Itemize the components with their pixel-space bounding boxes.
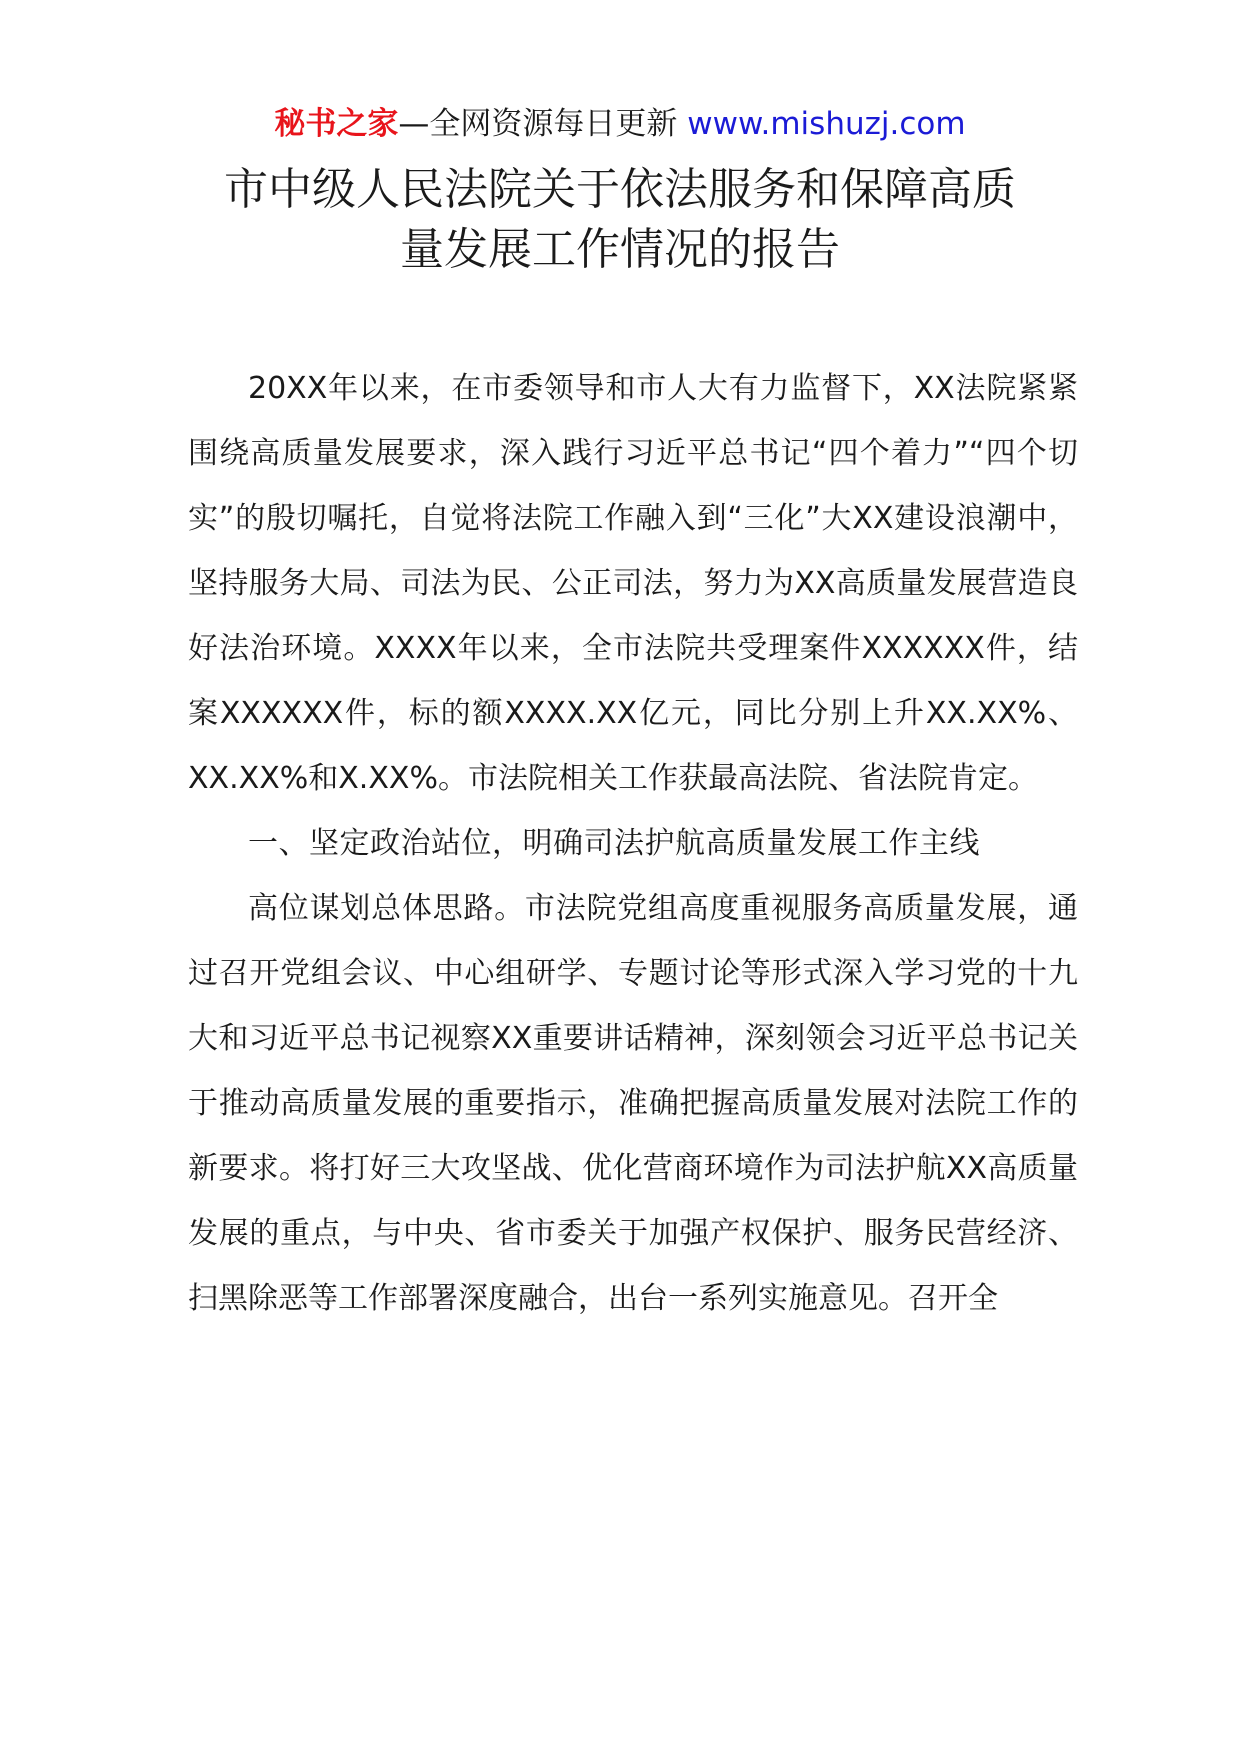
site-url-link[interactable]: www.mishuzj.com (687, 106, 966, 142)
site-tagline: —全网资源每日更新 (398, 106, 678, 142)
section-heading-1: 一、坚定政治站位，明确司法护航高质量发展工作主线 (248, 826, 980, 861)
document-body (188, 356, 1078, 1331)
document-title (150, 160, 1090, 280)
site-header (0, 100, 1240, 148)
intro-paragraph: 20XX年以来，在市委领导和市人大有力监督下，XX法院紧紧围绕高质量发展要求，深入践行习近平总书记“四个着力”“四个切实”的殷切嘱托，自觉将法院工作融入到“三化”大XX建设浪潮中，坚持服务大局、司法为民、公正司法，努力为XX高质量发展营造良好法治环境。XXXX年以来，全市法院共受理案件XXXXXX件，结案XXXXXX件，标的额XXXX.XX亿元，同比分别上升XX.XX%、XX.XX%和X.XX%。市法院相关工作获最高法院、省法院肯定。 (188, 371, 1078, 796)
body-paragraph: 高位谋划总体思路。市法院党组高度重视服务高质量发展，通过召开党组会议、中心组研学、专题讨论等形式深入学习党的十九大和习近平总书记视察XX重要讲话精神，深刻领会习近平总书记关于推动高质量发展的重要指示，准确把握高质量发展对法院工作的新要求。将打好三大攻坚战、优化营商环境作为司法护航XX高质量发展的重点，与中央、省市委关于加强产权保护、服务民营经济、扫黑除恶等工作部署深度融合，出台一系列实施意见。召开全 (188, 891, 1078, 1316)
title-line-2: 量发展工作情况的报告 (400, 224, 840, 275)
title-line-1: 市中级人民法院关于依法服务和保障高质 (224, 164, 1016, 215)
site-brand: 秘书之家 (274, 106, 399, 142)
